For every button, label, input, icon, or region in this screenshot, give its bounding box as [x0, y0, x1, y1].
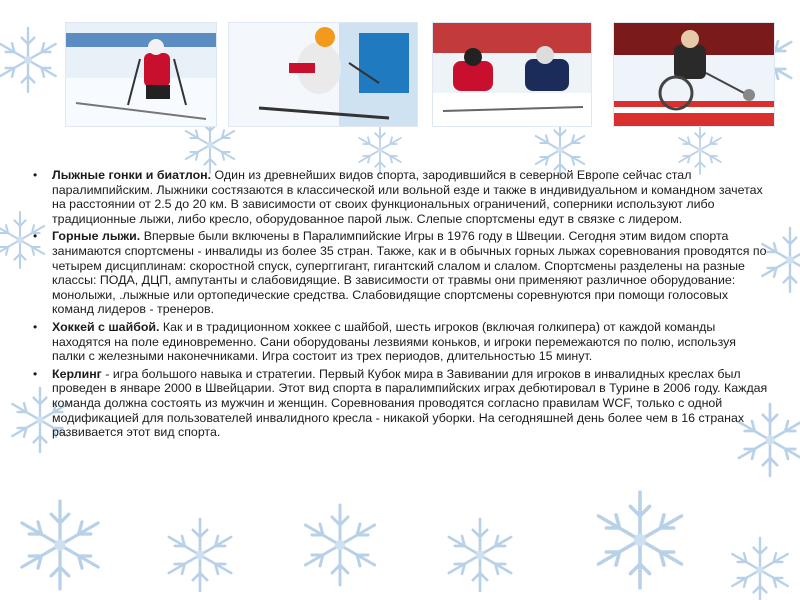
- list-item-cross-country: [30, 168, 772, 226]
- snowflake-icon: [598, 492, 681, 588]
- snowflake-icon: [732, 538, 787, 600]
- sports-list: [30, 168, 772, 440]
- item-title: Хоккей с шайбой.: [52, 319, 160, 334]
- sledge-hockey-icon: [433, 23, 591, 126]
- item-title: Лыжные гонки и биатлон.: [52, 168, 212, 182]
- bullet-icon: •: [33, 366, 38, 381]
- list-item-alpine: [30, 229, 772, 317]
- snowflake-icon: [359, 126, 401, 174]
- bullet-icon: •: [33, 229, 38, 244]
- photo-curling: [613, 22, 775, 127]
- bullet-icon: •: [33, 319, 38, 334]
- alpine-skier-icon: [229, 23, 417, 126]
- photo-hockey: [432, 22, 592, 127]
- photo-alpine: [228, 22, 418, 127]
- list-item-curling: [30, 367, 772, 440]
- sit-ski-icon: [66, 23, 216, 126]
- item-title: Горные лыжи.: [52, 229, 141, 244]
- bullet-icon: •: [33, 168, 38, 182]
- photo-strip: [0, 0, 800, 130]
- item-text: Как и в традиционном хоккее с шайбой, шесть игроков (включая голкипера) от каждой команды находятся на поле единовременно. Сани оборудованы лезвиями коньков, и игроки перемежаются по полю, используя палки с железными наконечниками. Игра состоит из трех периодов, длительностью 15 минут.: [52, 319, 736, 364]
- photo-sit-ski: [65, 22, 217, 127]
- item-text: Впервые были включены в Паралимпийские Игры в 1976 году в Швеции. Сегодня этим видом спорта занимаются спортсмены - инвалиды из более 35 стран. Также, как и в обычных горных лыжах соревнования проводятся по четырем дисциплинам: скоростной спуск, суперггигант, гигантский слалом и слалом. Спортсмены разделены на разные классы: ПОДА, ДЦП, ампутанты и слабовидящие. В зависимости от травмы они применяют различное оборудование: монолыжи, .лыжные или ортопедические средства. Слабовидящие спортсмены соревнуются при помощи голосовых команд лидеров - тренеров.: [52, 229, 767, 317]
- sports-description: [30, 168, 772, 443]
- snowflake-icon: [169, 519, 231, 591]
- wheelchair-curling-icon: [614, 23, 774, 126]
- snowflake-icon: [679, 126, 721, 174]
- snowflake-icon: [305, 505, 374, 585]
- item-title: Керлинг: [52, 366, 102, 381]
- list-item-hockey: [30, 320, 772, 364]
- snowflake-icon: [22, 501, 98, 589]
- item-text: Один из древнейших видов спорта, зародившийся в северной Европе сейчас стал паралимпийским. Лыжники состязаются в классической или вольной езде и также в индивидуальном и командном зачетах на расстоянии от 2.5 до 20 км. В зависимости от своих функциональных ограничений, соперники используют либо традиционные лыжи, либо кресло, оборудованное парой лыж. Слепые спортсмены едут в связке с лидером.: [52, 168, 763, 226]
- item-text: - игра большого навыка и стратегии. Первый Кубок мира в Завивании для игроков в инвалидных креслах был проведен в январе 2000 в Швейцарии. Этот вид спорта в паралимпийских играх дебютировал в Турине в 2006 году. Каждая команда должна состоять из мужчин и женщин. Соревнования проводятся согласно правилам WCF, только с одной модификацией для пользователей инвалидного кресла - никакой уборки. На сегодняшней день более чем в 16 странах развивается этот вид спорта.: [52, 366, 768, 440]
- snowflake-icon: [449, 519, 511, 591]
